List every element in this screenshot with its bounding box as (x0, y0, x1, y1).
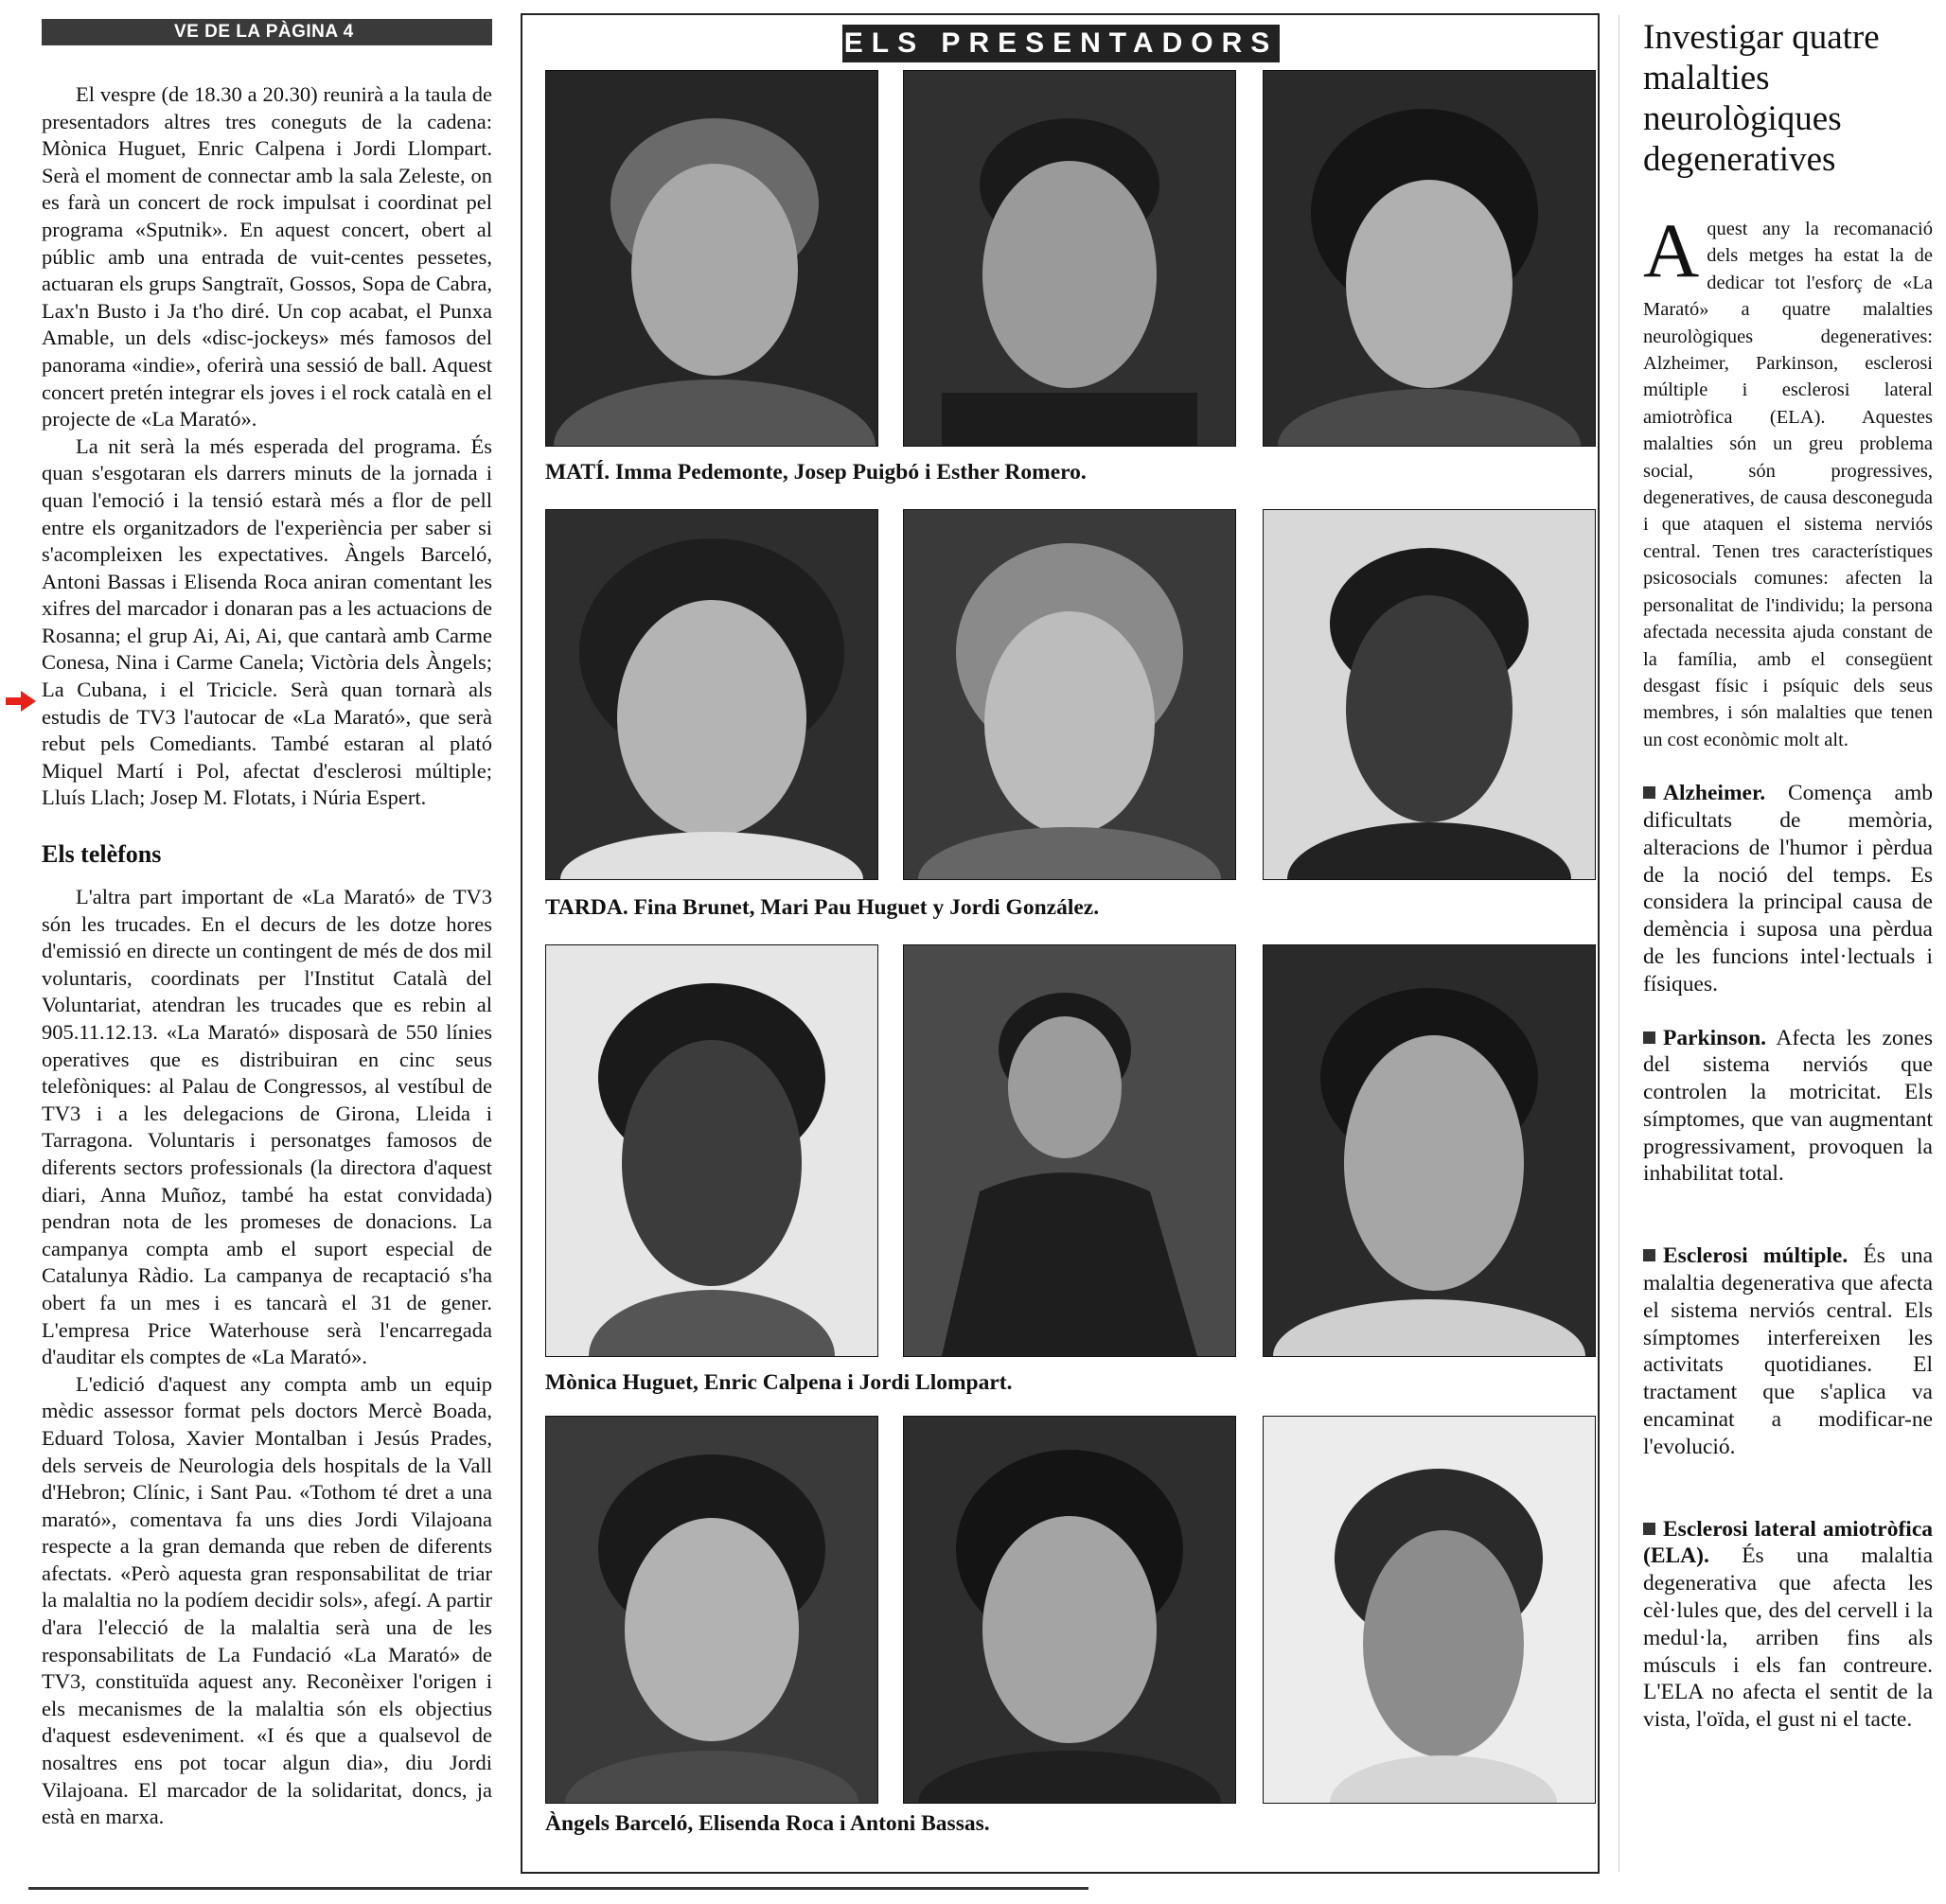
drop-cap: A (1643, 207, 1700, 293)
presenter-photo (903, 944, 1236, 1357)
photo-caption: Mònica Huguet, Enric Calpena i Jordi Llompart. (545, 1370, 1013, 1395)
square-bullet-icon (1643, 1031, 1655, 1044)
disease-entry (1643, 780, 1933, 997)
disease-text: Comença amb dificultats de memòria, alteracions de l'humor i pèrdua de la noció del temps. Es considera la principal causa de demència i suposa una pèrdua de les funcions intel·lectuals i físiques. (1643, 781, 1933, 996)
presenter-photo (545, 70, 878, 447)
disease-entry (1643, 1025, 1933, 1189)
square-bullet-icon (1643, 1523, 1655, 1535)
photo-caption: Àngels Barceló, Elisenda Roca i Antoni Bassas. (545, 1811, 990, 1836)
article-paragraph: El vespre (de 18.30 a 20.30) reunirà a la taula de presentadors altres tres coneguts de la cadena: Mònica Huguet, Enric Calpena i Jordi Llompart. Serà el moment de connectar amb la sala Zeleste, on es farà un concert de rock impulsat i coordinat pel programa «Sputnik». En aquest concert, obert al públic amb una entrada de vuit-centes pessetes, actuaran els grups Sangtraït, Gossos, Sopa de Cabra, Lax'n Busto i Ja t'ho diré. Un cop acabat, el Punxa Amable, un dels «disc-jockeys» més famosos del panorama «indie», oferirà una sessió de ball. Aquest concert pretén integrar els joves i el rock català en el projecte de «La Marató». (42, 82, 492, 432)
disease-entry (1643, 1243, 1933, 1460)
photo-caption: MATÍ. Imma Pedemonte, Josep Puigbó i Esther Romero. (545, 460, 1087, 485)
sidebar-intro-text: quest any la recomanació dels metges ha estat la de dedicar tot l'esforç de «La Marató» a quatre malalties neurològiques degeneratives: Alzheimer, Parkinson, esclerosi múltiple i esclerosi lateral amiotròfica (ELA). Aquestes malalties són un greu problema social, són progressives, degeneratives, de causa desconeguda i que ataquen el sistema nerviós central. Tenen tres característiques psicosocials comunes: afecten la personalitat de l'individu; la persona afectada necessita ajuda constant de la família, amb el consegüent desgast físic i psíquic dels seus membres, i són malalties que tenen un cost econòmic molt alt. (1643, 219, 1933, 750)
disease-text: És una malaltia degenerativa que afecta les cèl·lules que, des del cervell i la medul·la, arriben fins als músculs i els fan contreure. L'ELA no afecta el sentit de la vista, l'oïda, el gust ni el tacte. (1643, 1543, 1933, 1733)
article-paragraph: La nit serà la més esperada del programa. És quan s'esgotaran els darrers minuts de la jornada i quan l'emoció i la tensió estarà més a flor de pell entre els organitzadors de l'experiència per saber si s'acompleixen les expectatives. Àngels Barceló, Antoni Bassas i Elisenda Roca aniran comentant les xifres del marcador i donaran pas a les actuacions de Rosanna; el grup Ai, Ai, Ai, que cantarà amb Carme Conesa, Nina i Carme Canela; Victòria dels Àngels; La Cubana, i el Tricicle. Serà quan tornarà als estudis de TV3 l'autocar de «La Marató», que serà rebut pels Comediants. També estaran al plató Miquel Martí i Pol, afectat d'esclerosi múltiple; Lluís Llach; Josep M. Flotats, i Núria Espert. (42, 433, 492, 810)
square-bullet-icon (1643, 1249, 1655, 1261)
presenter-photo (1263, 1416, 1596, 1804)
disease-name: Parkinson. (1663, 1025, 1767, 1050)
left-column (42, 19, 492, 1831)
presenter-photo (903, 70, 1236, 447)
right-column (1643, 17, 1933, 1734)
red-arrow-icon (6, 691, 36, 712)
square-bullet-icon (1643, 786, 1655, 799)
sidebar-title: Investigar quatre malalties neurològiques degeneratives (1643, 18, 1880, 179)
presenters-title: ELS PRESENTADORS (842, 25, 1280, 62)
disease-entry (1643, 1516, 1933, 1734)
presenter-photo (545, 509, 878, 880)
continuation-kicker: VE DE LA PÀGINA 4 (42, 19, 492, 45)
presenter-photo (903, 1416, 1236, 1804)
disease-name: Esclerosi múltiple. (1663, 1243, 1849, 1269)
presenter-photo (545, 944, 878, 1357)
presenter-photo (545, 1416, 878, 1804)
presenter-photo (1263, 70, 1596, 447)
photo-caption: TARDA. Fina Brunet, Mari Pau Huguet y Jordi González. (545, 895, 1100, 920)
presenter-photo (1263, 509, 1596, 880)
presenter-photo (903, 509, 1236, 880)
article-paragraph: L'edició d'aquest any compta amb un equip mèdic assessor format pels doctors Mercè Boada, Eduard Tolosa, Xavier Montalban i Jesús Prades, dels serveis de Neurologia dels hospitals de la Vall d'Hebron; Clínic, i Sant Pau. «Tothom té dret a una marató», comentava fa uns dies Jordi Vilajoana respecte a la gran demanda que reben de diferents afectats. «Però aquesta gran responsabilitat de triar la malaltia no la podíem decidir sols», afegí. A partir d'ara l'elecció de la malaltia serà una de les responsabilitats de La Fundació «La Marató» de TV3, constituïda aquest any. Reconèixer l'origen i els mecanismes de la malaltia són els objectius d'aquest esdeveniment. «I és que a qualsevol de nosaltres ens pot tocar algun dia», diu Jordi Vilajoana. El marcador de la solidaritat, doncs, ja està en marxa. (42, 1371, 492, 1829)
section-subhead: Els telèfons (42, 840, 162, 869)
presenters-box (521, 13, 1600, 1874)
bottom-rule (28, 1887, 1088, 1890)
article-paragraph: L'altra part important de «La Marató» de TV3 són les trucades. En el decurs de les dotze hores d'emissió en directe un contingent de més de dos mil voluntaris, coordinats per l'Institut Català del Voluntariat, atendran les trucades que es rebin al 905.11.12.13. «La Marató» disposarà de 550 línies operatives que es distribuiran en cinc seus telefòniques: al Palau de Congressos, al vestíbul de TV3 i a les delegacions de Girona, Lleida i Tarragona. Voluntaris i personatges famosos de diferents sectors professionals (la directora d'aquest diari, Anna Muñoz, també ha estat convidada) pendran nota de les promeses de donacions. La campanya compta amb el suport especial de Catalunya Ràdio. La campanya de recaptació s'ha obert fa un mes i es tancarà el 31 de gener. L'empresa Price Waterhouse serà l'encarregada d'auditar els comptes de «La Marató». (42, 885, 492, 1369)
disease-text: Afecta les zones del sistema nerviós que controlen la motricitat. Els símptomes, que van augmentant progressivament, provoquen la inhabilitat total. (1643, 1025, 1933, 1187)
sidebar-intro (1643, 207, 1933, 753)
disease-name: Esclerosi lateral amiotròfica (ELA). (1643, 1516, 1933, 1569)
disease-text: És una malaltia degenerativa que afecta el sistema nerviós central. Els símptomes interfereixen les activitats quotidianes. El tractament que s'aplica va encaminat a modificar-ne l'evolució. (1643, 1243, 1933, 1459)
disease-name: Alzheimer. (1663, 781, 1766, 806)
presenter-photo (1263, 944, 1596, 1357)
